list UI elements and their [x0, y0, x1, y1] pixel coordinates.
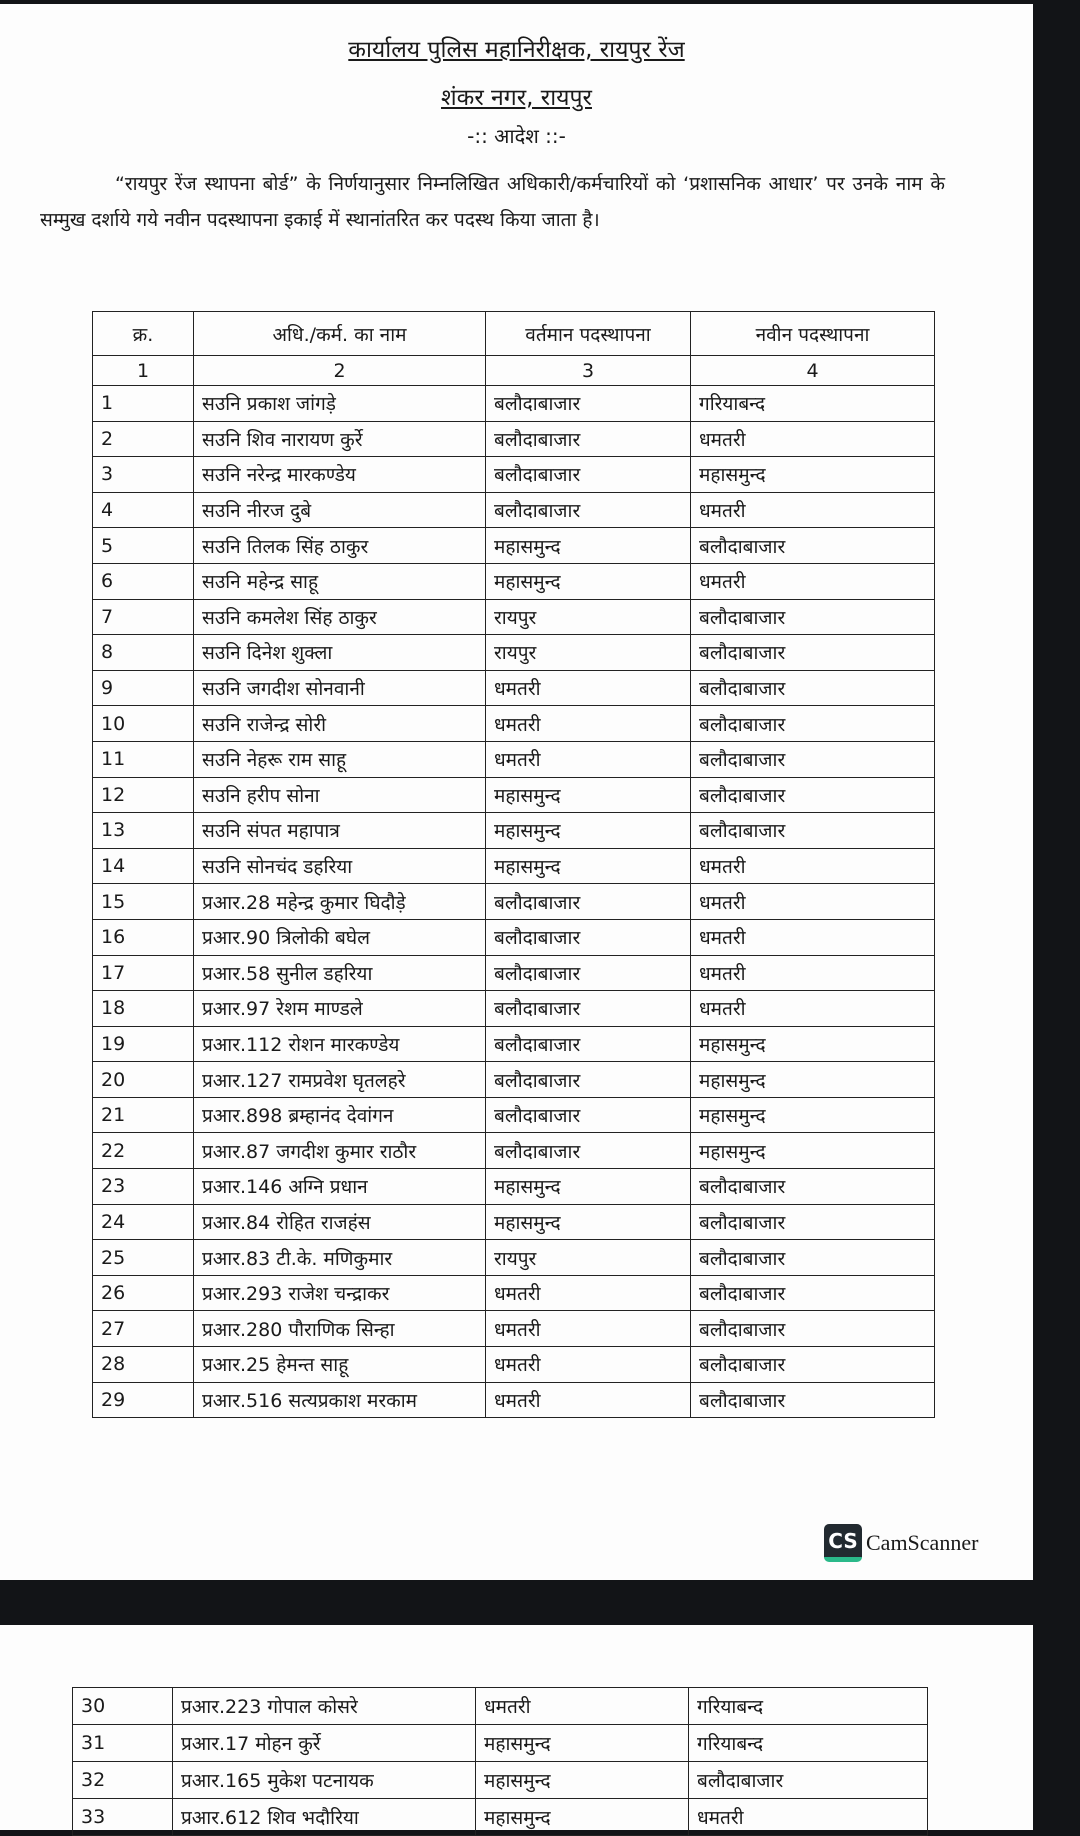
cell-name: सउनि हरीप सोना: [194, 777, 486, 813]
table-row: [93, 1347, 935, 1383]
col-header-serial: क्र.: [93, 312, 194, 356]
camscanner-watermark: [824, 1524, 978, 1562]
cell-name: सउनि सोनचंद डहरिया: [194, 848, 486, 884]
office-title-text: कार्यालय पुलिस महानिरीक्षक, रायपुर रेंज: [348, 37, 685, 63]
cell-name: प्रआर.28 महेन्द्र कुमार घिदौड़े: [194, 884, 486, 920]
cell-serial: 1: [93, 386, 194, 422]
cell-current-posting: बलौदाबाजार: [486, 457, 691, 493]
cell-current-posting: महासमुन्द: [486, 848, 691, 884]
table-row: [93, 457, 935, 493]
table-row: [93, 991, 935, 1027]
col-number: 3: [486, 356, 691, 386]
cell-new-posting: बलौदाबाजार: [691, 777, 935, 813]
cell-current-posting: रायपुर: [486, 635, 691, 671]
table-row: [93, 670, 935, 706]
cell-serial: 20: [93, 1062, 194, 1098]
cell-name: सउनि संपत महापात्र: [194, 813, 486, 849]
cell-current-posting: बलौदाबाजार: [486, 1133, 691, 1169]
cell-name: प्रआर.898 ब्रम्हानंद देवांगन: [194, 1097, 486, 1133]
cell-current-posting: बलौदाबाजार: [486, 991, 691, 1027]
cell-serial: 5: [93, 528, 194, 564]
table-row: [93, 741, 935, 777]
cell-current-posting: महासमुन्द: [486, 563, 691, 599]
cell-serial: 19: [93, 1026, 194, 1062]
cell-new-posting: धमतरी: [691, 563, 935, 599]
cell-name: प्रआर.293 राजेश चन्द्राकर: [194, 1275, 486, 1311]
cell-new-posting: धमतरी: [691, 848, 935, 884]
cell-current-posting: बलौदाबाजार: [486, 919, 691, 955]
cell-new-posting: गरियाबन्द: [689, 1725, 928, 1762]
table-row: [73, 1762, 928, 1799]
table-row: [93, 528, 935, 564]
cell-name: सउनि जगदीश सोनवानी: [194, 670, 486, 706]
table-row: [93, 492, 935, 528]
cell-name: प्रआर.127 रामप्रवेश घृतलहरे: [194, 1062, 486, 1098]
col-number: 2: [194, 356, 486, 386]
cell-new-posting: गरियाबन्द: [691, 386, 935, 422]
document-page-1: [0, 4, 1033, 1580]
cell-name: सउनि महेन्द्र साहू: [194, 563, 486, 599]
office-address-text: शंकर नगर, रायपुर: [441, 85, 592, 111]
cell-serial: 26: [93, 1275, 194, 1311]
cell-serial: 16: [93, 919, 194, 955]
office-title: [0, 32, 1033, 64]
cell-new-posting: धमतरी: [691, 421, 935, 457]
cell-name: प्रआर.25 हेमन्त साहू: [194, 1347, 486, 1383]
transfer-table-continued: [72, 1687, 928, 1836]
cell-new-posting: बलौदाबाजार: [691, 1311, 935, 1347]
cell-current-posting: बलौदाबाजार: [486, 955, 691, 991]
cell-name: प्रआर.280 पौराणिक सिन्हा: [194, 1311, 486, 1347]
cell-current-posting: धमतरी: [486, 1347, 691, 1383]
cell-current-posting: धमतरी: [486, 1311, 691, 1347]
cell-name: प्रआर.83 टी.के. मणिकुमार: [194, 1240, 486, 1276]
cell-new-posting: बलौदाबाजार: [691, 1382, 935, 1418]
cell-new-posting: बलौदाबाजार: [691, 1169, 935, 1205]
cell-name: प्रआर.87 जगदीश कुमार राठौर: [194, 1133, 486, 1169]
cell-new-posting: बलौदाबाजार: [691, 670, 935, 706]
cell-new-posting: धमतरी: [691, 919, 935, 955]
cell-new-posting: महासमुन्द: [691, 1026, 935, 1062]
cell-name: प्रआर.165 मुकेश पटनायक: [173, 1762, 476, 1799]
cell-current-posting: धमतरी: [486, 670, 691, 706]
cell-serial: 8: [93, 635, 194, 671]
cell-name: प्रआर.58 सुनील डहरिया: [194, 955, 486, 991]
cell-new-posting: बलौदाबाजार: [691, 741, 935, 777]
cell-current-posting: बलौदाबाजार: [486, 492, 691, 528]
table-row: [93, 884, 935, 920]
order-paragraph: “रायपुर रेंज स्थापना बोर्ड” के निर्णयानुसार निम्नलिखित अधिकारी/कर्मचारियों को ‘प्रशासनिक आधार’ पर उनके नाम के सम्मुख दर्शाये गये नवीन पदस्थापना इकाई में स्थानांतरित कर पदस्थ किया जाता है।: [40, 173, 945, 231]
cell-name: प्रआर.84 रोहित राजहंस: [194, 1204, 486, 1240]
table-row: [93, 1240, 935, 1276]
cell-serial: 2: [93, 421, 194, 457]
cell-serial: 7: [93, 599, 194, 635]
table-row: [93, 813, 935, 849]
table-row: [93, 599, 935, 635]
cell-current-posting: महासमुन्द: [486, 1204, 691, 1240]
cell-name: सउनि नेहरू राम साहू: [194, 741, 486, 777]
table-row: [73, 1799, 928, 1836]
cell-name: प्रआर.146 अग्नि प्रधान: [194, 1169, 486, 1205]
table-row: [93, 1097, 935, 1133]
cell-name: सउनि दिनेश शुक्ला: [194, 635, 486, 671]
cell-serial: 23: [93, 1169, 194, 1205]
col-header-new: नवीन पदस्थापना: [691, 312, 935, 356]
cell-name: प्रआर.112 रोशन मारकण्डेय: [194, 1026, 486, 1062]
cell-serial: 13: [93, 813, 194, 849]
cell-current-posting: महासमुन्द: [486, 813, 691, 849]
cell-name: प्रआर.516 सत्यप्रकाश मरकाम: [194, 1382, 486, 1418]
cell-serial: 28: [93, 1347, 194, 1383]
cell-name: सउनि प्रकाश जांगड़े: [194, 386, 486, 422]
table-row: [93, 1311, 935, 1347]
cell-serial: 9: [93, 670, 194, 706]
table-row: [93, 421, 935, 457]
table-row: [93, 1382, 935, 1418]
cell-serial: 11: [93, 741, 194, 777]
col-number: 4: [691, 356, 935, 386]
table-row: [93, 1169, 935, 1205]
cell-name: सउनि नीरज दुबे: [194, 492, 486, 528]
cell-current-posting: बलौदाबाजार: [486, 386, 691, 422]
cell-current-posting: महासमुन्द: [476, 1799, 689, 1836]
order-heading: -:: आदेश ::-: [467, 124, 566, 148]
cell-serial: 29: [93, 1382, 194, 1418]
cell-name: प्रआर.17 मोहन कुर्रे: [173, 1725, 476, 1762]
cell-name: प्रआर.612 शिव भदौरिया: [173, 1799, 476, 1836]
cell-current-posting: महासमुन्द: [476, 1725, 689, 1762]
cell-serial: 24: [93, 1204, 194, 1240]
table-row: [93, 386, 935, 422]
cell-serial: 27: [93, 1311, 194, 1347]
cell-serial: 31: [73, 1725, 173, 1762]
table-row: [93, 635, 935, 671]
cell-new-posting: बलौदाबाजार: [689, 1762, 928, 1799]
cell-current-posting: महासमुन्द: [486, 528, 691, 564]
cell-serial: 25: [93, 1240, 194, 1276]
cell-current-posting: महासमुन्द: [486, 777, 691, 813]
cell-new-posting: धमतरी: [691, 955, 935, 991]
cell-new-posting: महासमुन्द: [691, 1097, 935, 1133]
cell-current-posting: धमतरी: [486, 1382, 691, 1418]
table-row: [73, 1688, 928, 1725]
cell-current-posting: बलौदाबाजार: [486, 1062, 691, 1098]
cell-current-posting: बलौदाबाजार: [486, 1097, 691, 1133]
cell-new-posting: धमतरी: [689, 1799, 928, 1836]
cell-new-posting: बलौदाबाजार: [691, 528, 935, 564]
col-number: 1: [93, 356, 194, 386]
table-row: [93, 1133, 935, 1169]
cell-current-posting: धमतरी: [476, 1688, 689, 1725]
cell-serial: 33: [73, 1799, 173, 1836]
cell-name: प्रआर.97 रेशम माण्डले: [194, 991, 486, 1027]
cell-serial: 15: [93, 884, 194, 920]
cell-new-posting: बलौदाबाजार: [691, 1204, 935, 1240]
cell-current-posting: बलौदाबाजार: [486, 1026, 691, 1062]
cell-current-posting: बलौदाबाजार: [486, 884, 691, 920]
col-header-current: वर्तमान पदस्थापना: [486, 312, 691, 356]
cell-new-posting: बलौदाबाजार: [691, 1240, 935, 1276]
cell-serial: 12: [93, 777, 194, 813]
cell-current-posting: बलौदाबाजार: [486, 421, 691, 457]
cell-serial: 32: [73, 1762, 173, 1799]
cell-name: सउनि कमलेश सिंह ठाकुर: [194, 599, 486, 635]
cell-new-posting: बलौदाबाजार: [691, 1275, 935, 1311]
cell-current-posting: महासमुन्द: [486, 1169, 691, 1205]
col-header-name: अधि./कर्म. का नाम: [194, 312, 486, 356]
table-row: [73, 1725, 928, 1762]
cell-serial: 21: [93, 1097, 194, 1133]
table-row: [93, 1062, 935, 1098]
cell-name: सउनि राजेन्द्र सोरी: [194, 706, 486, 742]
camscanner-text: CamScanner: [866, 1530, 979, 1555]
cell-current-posting: धमतरी: [486, 741, 691, 777]
camscanner-logo: CS: [824, 1524, 862, 1562]
cell-current-posting: रायपुर: [486, 599, 691, 635]
table-row: [93, 1275, 935, 1311]
table-row: [93, 563, 935, 599]
document-page-2: [0, 1625, 1033, 1830]
cell-name: सउनि तिलक सिंह ठाकुर: [194, 528, 486, 564]
table-row: [93, 919, 935, 955]
cell-name: प्रआर.223 गोपाल कोसरे: [173, 1688, 476, 1725]
cell-current-posting: रायपुर: [486, 1240, 691, 1276]
cell-serial: 17: [93, 955, 194, 991]
cell-serial: 30: [73, 1688, 173, 1725]
table-row: [93, 848, 935, 884]
cell-new-posting: बलौदाबाजार: [691, 706, 935, 742]
cell-current-posting: धमतरी: [486, 1275, 691, 1311]
cell-name: सउनि नरेन्द्र मारकण्डेय: [194, 457, 486, 493]
cell-new-posting: महासमुन्द: [691, 1062, 935, 1098]
cell-serial: 4: [93, 492, 194, 528]
office-address: [0, 80, 1033, 112]
cell-name: प्रआर.90 त्रिलोकी बघेल: [194, 919, 486, 955]
cell-name: सउनि शिव नारायण कुर्रे: [194, 421, 486, 457]
table-row: [93, 955, 935, 991]
cell-new-posting: गरियाबन्द: [689, 1688, 928, 1725]
cell-serial: 10: [93, 706, 194, 742]
transfer-table: [92, 311, 935, 1418]
cell-serial: 3: [93, 457, 194, 493]
cell-new-posting: बलौदाबाजार: [691, 1347, 935, 1383]
cell-new-posting: धमतरी: [691, 492, 935, 528]
cell-new-posting: महासमुन्द: [691, 457, 935, 493]
cell-new-posting: बलौदाबाजार: [691, 813, 935, 849]
cell-new-posting: बलौदाबाजार: [691, 635, 935, 671]
cell-current-posting: महासमुन्द: [476, 1762, 689, 1799]
cell-serial: 22: [93, 1133, 194, 1169]
table-row: [93, 706, 935, 742]
cell-current-posting: धमतरी: [486, 706, 691, 742]
cell-new-posting: बलौदाबाजार: [691, 599, 935, 635]
cell-new-posting: धमतरी: [691, 884, 935, 920]
cell-serial: 18: [93, 991, 194, 1027]
table-row: [93, 1026, 935, 1062]
cell-new-posting: धमतरी: [691, 991, 935, 1027]
table-row: [93, 777, 935, 813]
cell-serial: 6: [93, 563, 194, 599]
cell-new-posting: महासमुन्द: [691, 1133, 935, 1169]
cell-serial: 14: [93, 848, 194, 884]
table-row: [93, 1204, 935, 1240]
